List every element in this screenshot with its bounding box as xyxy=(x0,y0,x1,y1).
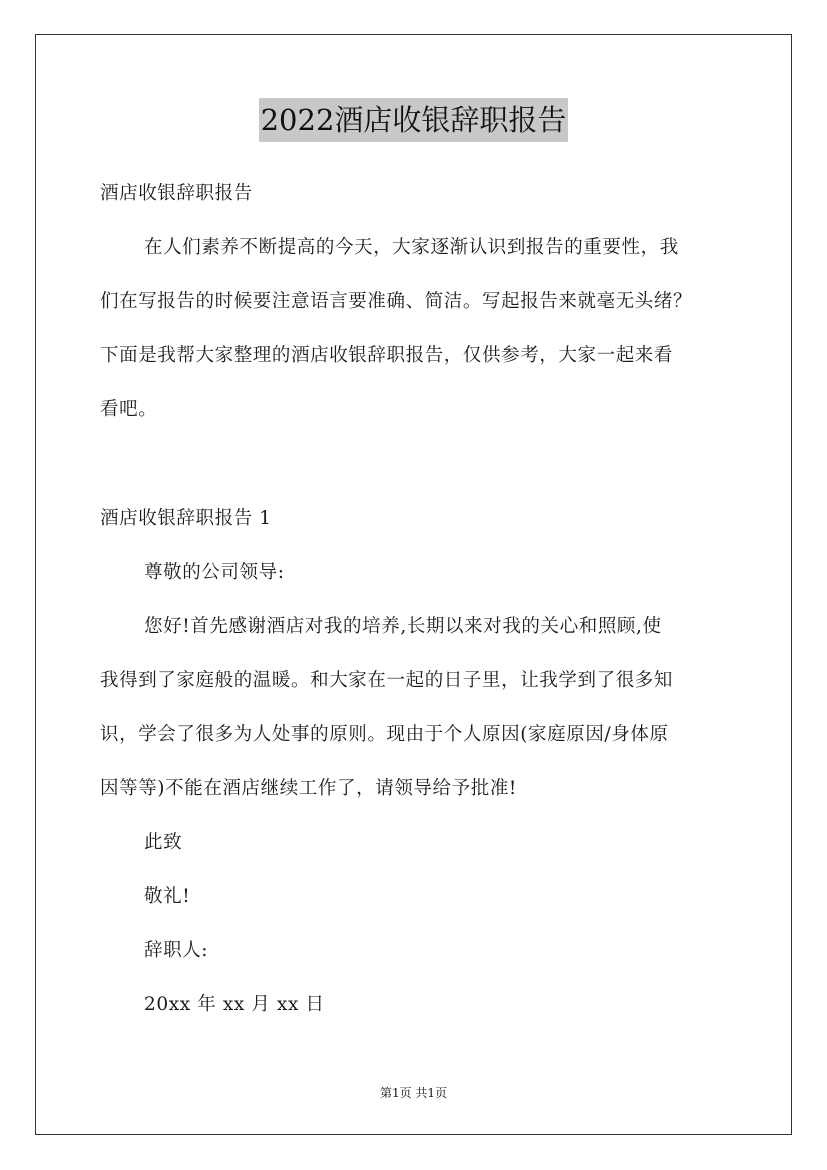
title-container xyxy=(0,98,827,142)
body-line-1: 您好!首先感谢酒店对我的培养,长期以来对我的关心和照顾,使 xyxy=(144,616,662,637)
intro-line-1: 在人们素养不断提高的今天，大家逐渐认识到报告的重要性，我 xyxy=(144,237,679,258)
document-subtitle: 酒店收银辞职报告 xyxy=(100,183,253,204)
page-footer: 第1页 共1页 xyxy=(379,1086,448,1100)
section-heading: 酒店收银辞职报告 1 xyxy=(100,508,272,529)
body-line-3: 识，学会了很多为人处事的原则。现由于个人原因(家庭原因/身体原 xyxy=(100,724,669,745)
salutation: 尊敬的公司领导: xyxy=(144,562,285,583)
closing-2: 敬礼! xyxy=(144,886,191,907)
closing-1: 此致 xyxy=(144,832,183,853)
intro-line-3: 下面是我帮大家整理的酒店收银辞职报告，仅供参考，大家一起来看 xyxy=(100,345,674,366)
body-line-2: 我得到了家庭般的温暖。和大家在一起的日子里，让我学到了很多知 xyxy=(100,670,674,691)
intro-line-4: 看吧。 xyxy=(100,399,158,420)
intro-line-2: 们在写报告的时候要注意语言要准确、简洁。写起报告来就毫无头绪？ xyxy=(100,291,693,312)
signature-label: 辞职人: xyxy=(144,940,209,961)
date-line: 20xx 年 xx 月 xx 日 xyxy=(144,994,325,1015)
document-title: 2022酒店收银辞职报告 xyxy=(259,98,569,142)
body-line-4: 因等等)不能在酒店继续工作了，请领导给予批准! xyxy=(100,778,517,799)
